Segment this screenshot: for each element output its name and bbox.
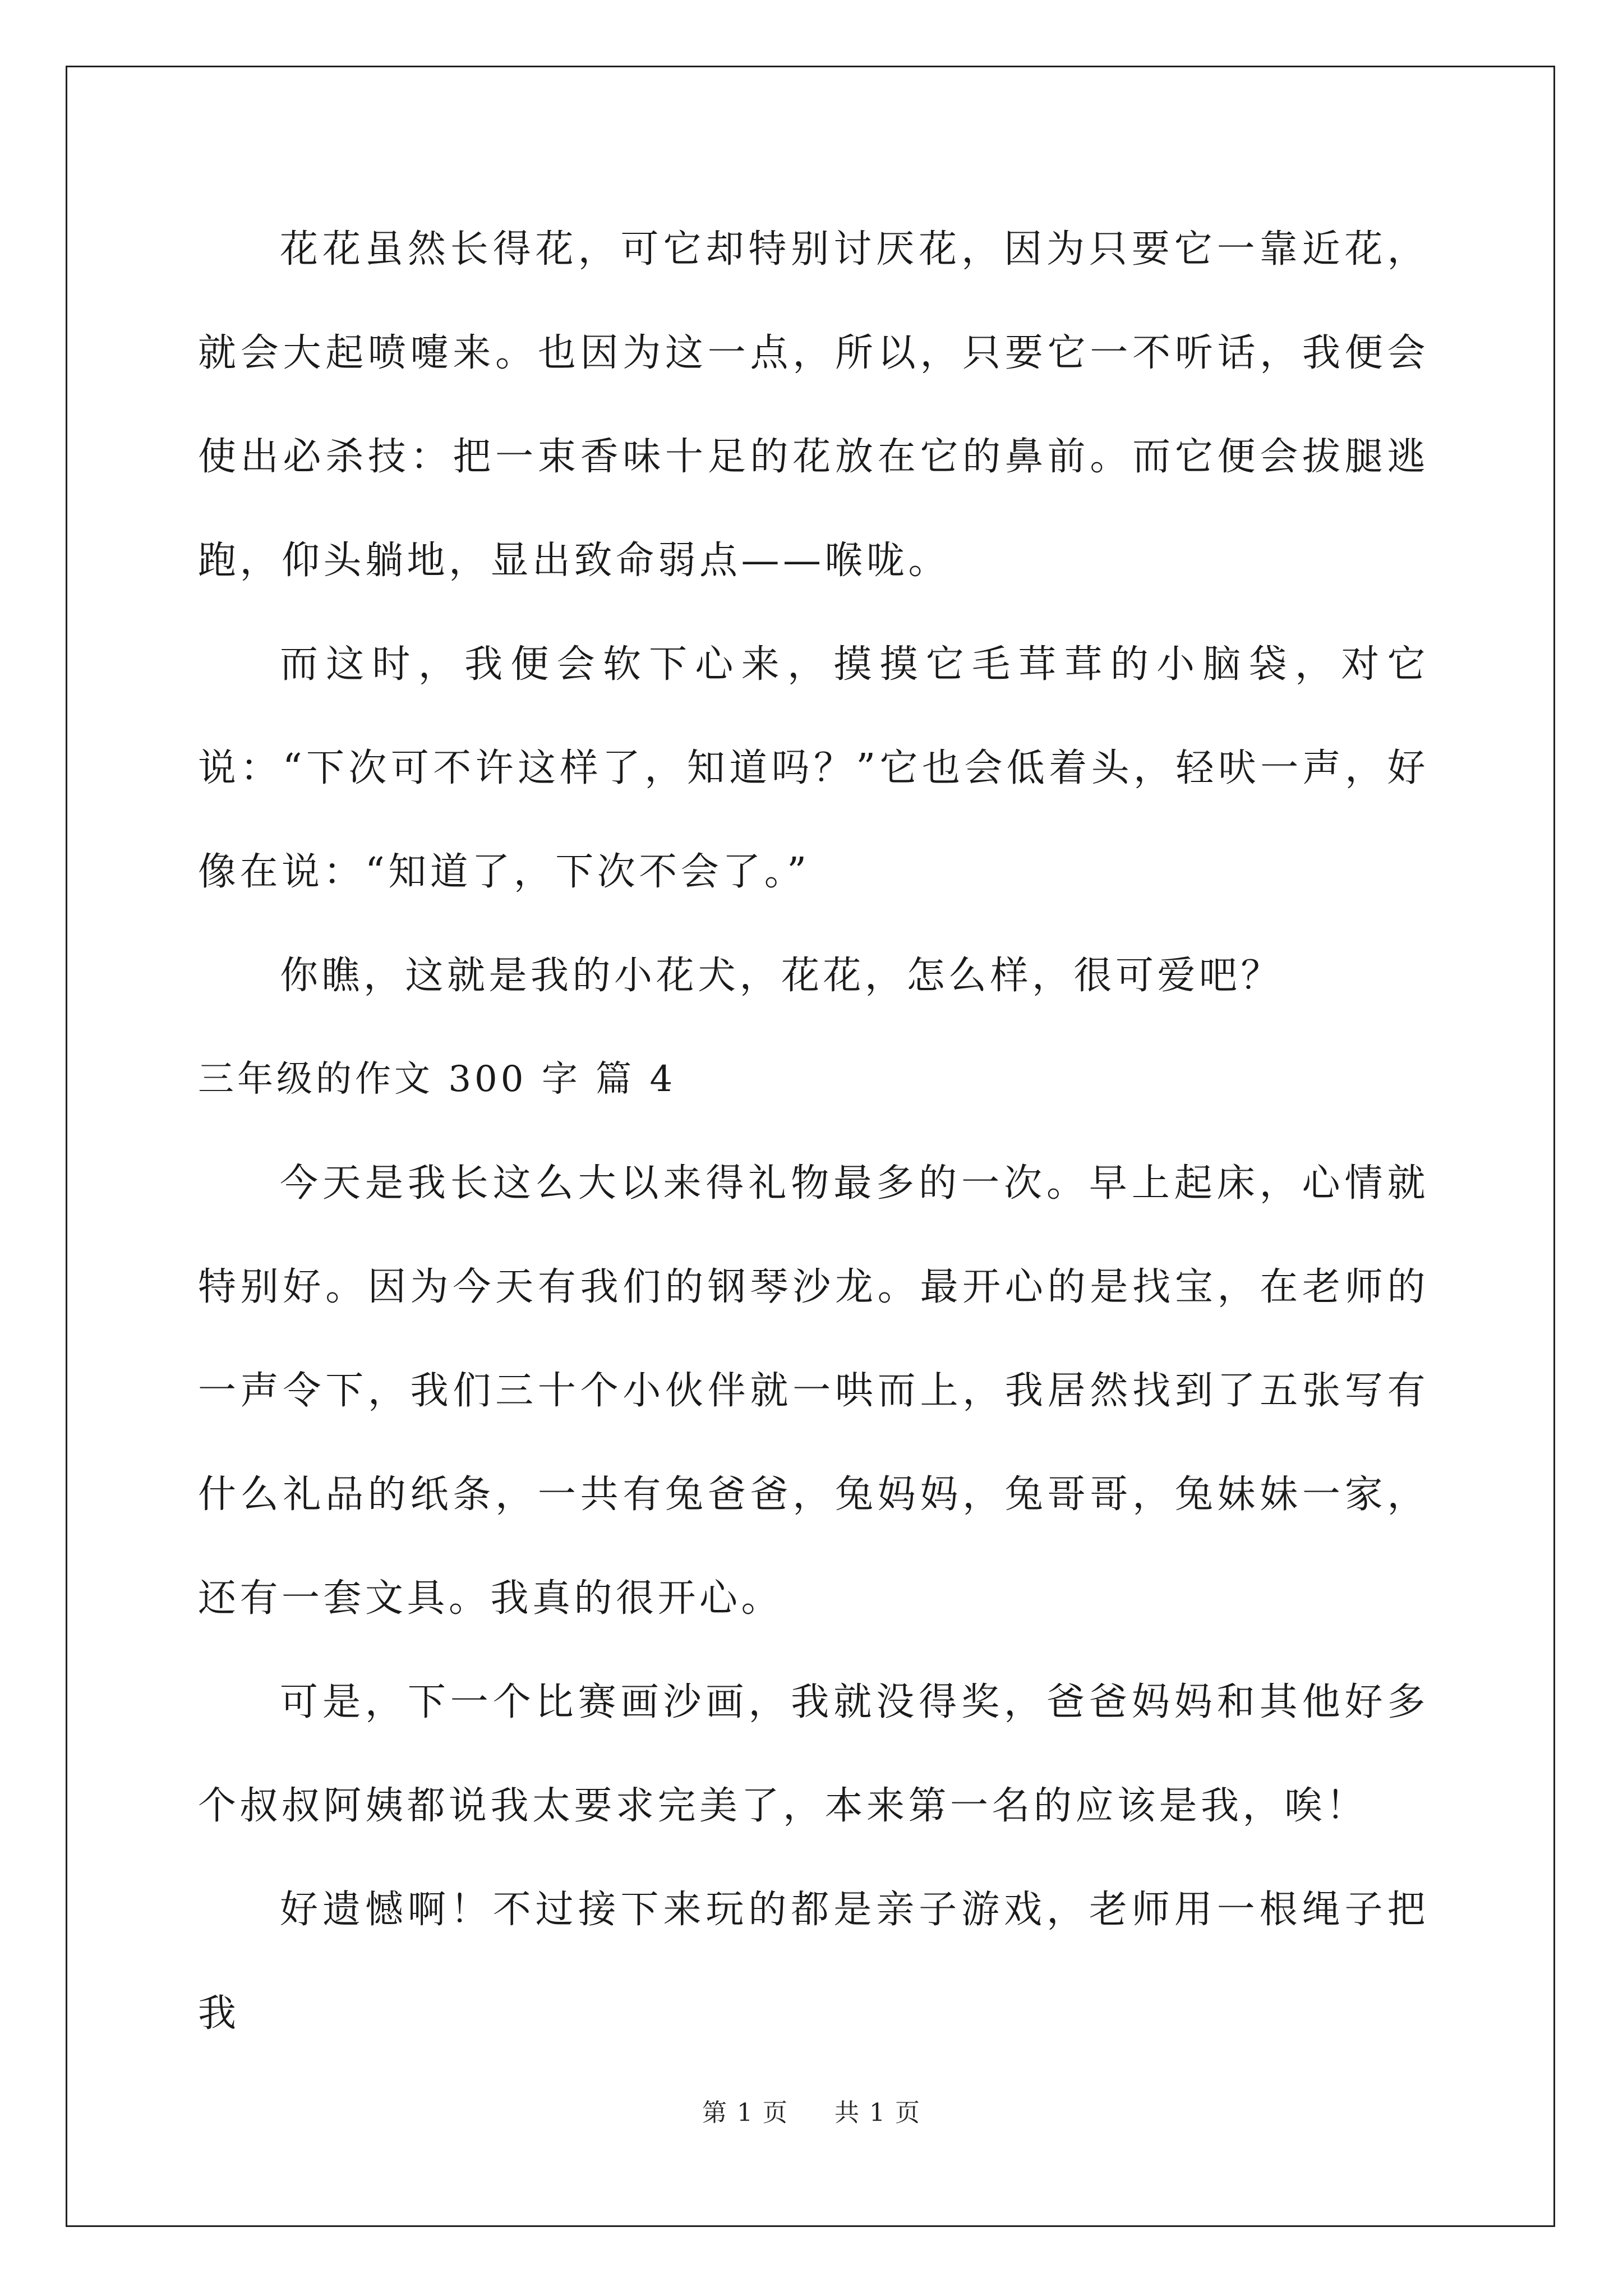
paragraph: 而这时，我便会软下心来，摸摸它毛茸茸的小脑袋，对它说：“下次可不许这样了，知道吗？”它也会低着头，轻吠一声，好像在说：“知道了，下次不会了。” <box>198 642 1429 894</box>
paragraph: 好遗憾啊！不过接下来玩的都是亲子游戏，老师用一根绳子把我 <box>198 1888 1429 2036</box>
page-total: 共 1 页 <box>834 2099 921 2127</box>
section-heading: 三年级的作文 300 字 篇 4 <box>198 1059 676 1100</box>
page-number: 第 1 页 <box>702 2099 789 2127</box>
page-footer <box>0 2092 1623 2128</box>
paragraph: 今天是我长这么大以来得礼物最多的一次。早上起床，心情就特别好。因为今天有我们的钢琴沙龙。最开心的是找宝，在老师的一声令下，我们三十个小伙伴就一哄而上，我居然找到了五张写有什么礼品的纸条，一共有兔爸爸，兔妈妈，兔哥哥，兔妹妹一家，还有一套文具。我真的很开心。 <box>198 1161 1429 1621</box>
paragraph: 花花虽然长得花，可它却特别讨厌花，因为只要它一靠近花，就会大起喷嚏来。也因为这一点，所以，只要它一不听话，我便会使出必杀技：把一束香味十足的花放在它的鼻前。而它便会拔腿逃跑，仰头躺地，显出致命弱点——喉咙。 <box>198 227 1429 583</box>
paragraph: 你瞧，这就是我的小花犬，花花，怎么样，很可爱吧？ <box>280 954 1283 998</box>
paragraph: 可是，下一个比赛画沙画，我就没得奖，爸爸妈妈和其他好多个叔叔阿姨都说我太要求完美了，本来第一名的应该是我，唉！ <box>198 1680 1429 1828</box>
document-body <box>198 197 1429 2065</box>
